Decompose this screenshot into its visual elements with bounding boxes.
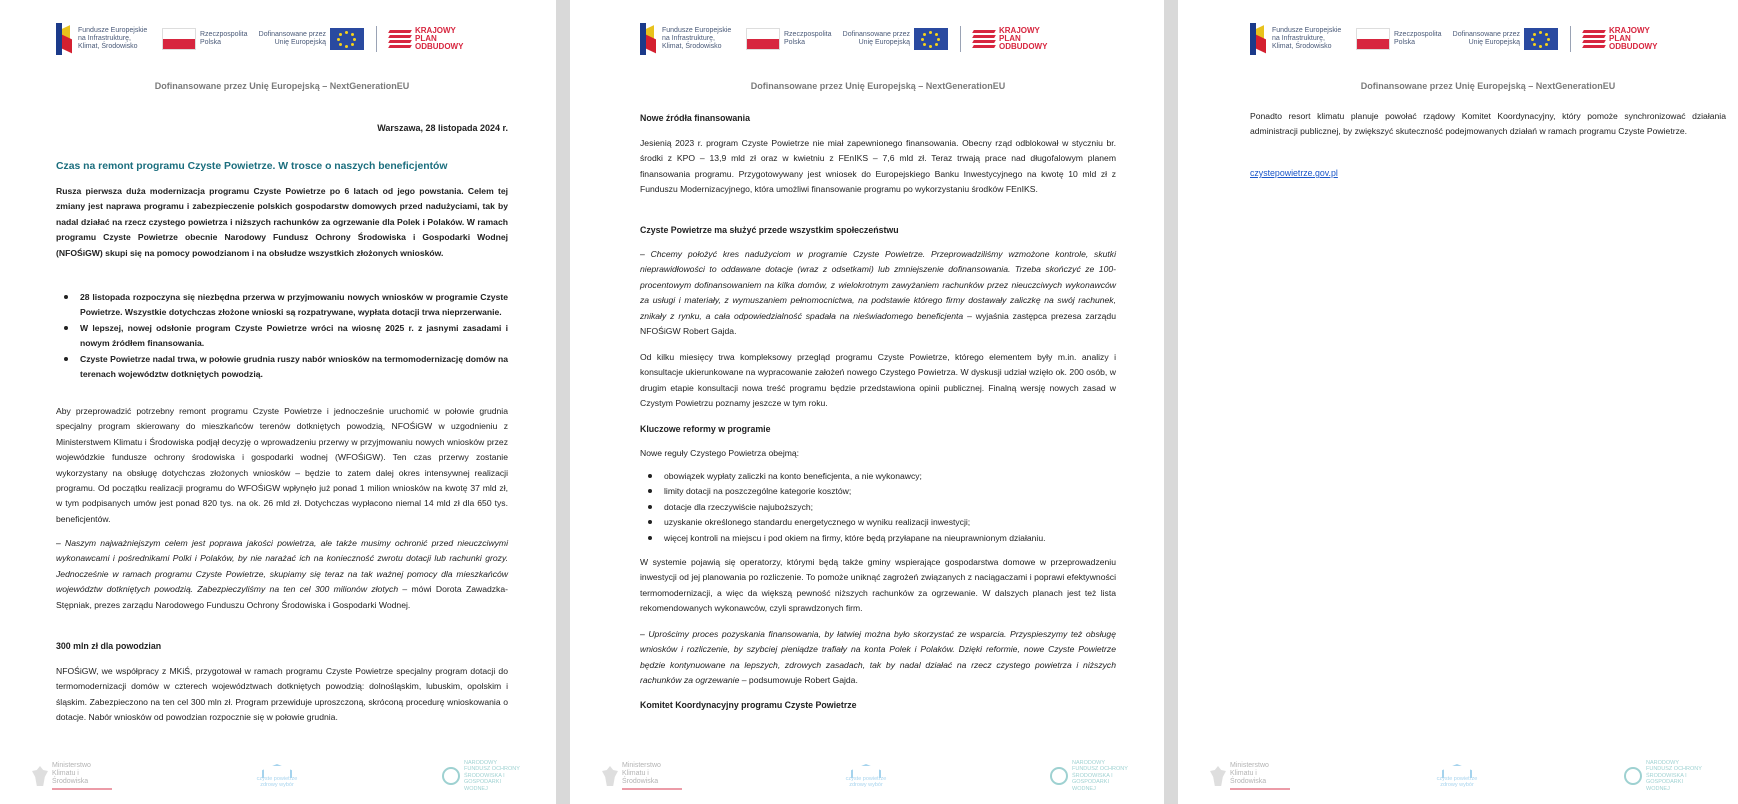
kpo-logo: KRAJOWY PLAN ODBUDOWY xyxy=(1583,26,1661,52)
section-heading: Nowe źródła finansowania xyxy=(640,113,750,123)
footer-logos xyxy=(1210,759,1706,792)
website-link[interactable]: czystepowietrze.gov.pl xyxy=(1250,168,1338,178)
quote-attribution: – mówi Dorota Zawadzka-Stępniak, prezes zarządu Narodowego Funduszu Ochrony Środowiska i Gospodarki Wodnej. xyxy=(56,584,508,610)
section-heading: Kluczowe reformy w programie xyxy=(640,424,771,434)
pl-flag-icon xyxy=(1356,28,1390,50)
list-item: uzyskanie określonego standardu energetycznego w wyniku realizacji inwestycji; xyxy=(640,515,1116,530)
nfosigw-logo: NARODOWY FUNDUSZ OCHRONY ŚRODOWISKA I GOSPODARKI WODNEJ xyxy=(442,760,524,793)
quote-attribution: – wyjaśnia zastępca prezesa zarządu NFOŚiGW Robert Gajda. xyxy=(640,310,1116,337)
body-paragraph: W systemie pojawią się operatorzy, którymi będą także gminy wspierające gospodarstwa domowe w przeprowadzeniu inwestycji od jej planowania po rozliczenie. To pomoże uniknąć zagrożeń związanych z naciągaczami i poprawi efektywności termomodernizacji, a więc da większą pewność niższych rachunków za ogrzewanie. W dalszych planach jest też lista rekomendowanych wykonawców, czyli sprawdzonych firm. xyxy=(640,557,1116,614)
kpo-flag-icon xyxy=(1583,26,1605,52)
kpo-logo: KRAJOWY PLAN ODBUDOWY xyxy=(973,26,1051,52)
section-heading: 300 mln zł dla powodzian xyxy=(56,641,162,651)
ministry-logo: Ministerstwo Klimatu i Środowiska xyxy=(602,762,682,790)
header-logos xyxy=(640,22,1116,56)
fe-logo-icon xyxy=(1250,23,1268,55)
document-page-1 xyxy=(0,0,556,804)
kpo-flag-icon xyxy=(389,26,411,52)
footer-logos xyxy=(602,759,1132,792)
fe-logo-icon xyxy=(56,23,74,55)
pl-logo: Rzeczpospolita Polska xyxy=(1356,28,1440,50)
eu-logo: Dofinansowane przez Unię Europejską xyxy=(1452,28,1558,50)
quote-text: – Naszym najważniejszym celem jest poprawa jakości powietrza, ale także musimy ochronić przed nieuczciwymi wykonawcami i pośrednikami Polki i Polaków, by nie narażać ich na konieczność zwrotu dotacji lub rachunki grozy. Jednocześnie w ramach programu Czyste Powietrze, skupiamy się teraz na tak ważnej pomocy dla mieszkańców województw dotkniętych powodzią. Zabezpieczyliśmy na ten cel 300 milionów złotych xyxy=(56,538,508,595)
ministry-logo: Ministerstwo Klimatu i Środowiska xyxy=(32,762,112,790)
quote-paragraph xyxy=(640,627,1116,689)
quote-paragraph xyxy=(56,536,508,613)
body-paragraph: Ponadto resort klimatu planuje powołać rządowy Komitet Koordynacyjny, który pomoże synchronizować działania administracji publicznej, by zwiększyć skuteczność podejmowanych działań w ramach programu Czyste Powietrze. xyxy=(1250,111,1726,137)
eu-flag-icon xyxy=(330,28,364,50)
funding-caption: Dofinansowane przez Unię Europejską – NextGenerationEU xyxy=(1360,81,1616,91)
list-item: 28 listopada rozpoczyna się niezbędna przerwa w przyjmowaniu nowych wniosków w programie Czyste Powietrze. Wszystkie dotychczas złożone wnioski są rozpatrywane, wypłata dotacji trwa nieprzerwanie. xyxy=(56,290,508,321)
reforms-list xyxy=(640,469,1116,546)
quote-attribution: – podsumowuje Robert Gajda. xyxy=(739,675,858,686)
fund-emblem-icon xyxy=(1624,767,1642,785)
footer-logos xyxy=(32,759,524,792)
key-points-list xyxy=(56,290,508,382)
list-item: obowiązek wypłaty zaliczki na konto beneficjenta, a nie wykonawcy; xyxy=(640,469,1116,484)
fe-logo-icon xyxy=(640,23,658,55)
body-paragraph: Nowe reguły Czystego Powietrza obejmą: xyxy=(640,448,800,458)
nfosigw-logo: NARODOWY FUNDUSZ OCHRONY ŚRODOWISKA I GOSPODARKI WODNEJ xyxy=(1050,760,1132,793)
eagle-icon xyxy=(1210,766,1226,786)
pl-logo: Rzeczpospolita Polska xyxy=(162,28,246,50)
document-title: Czas na remont programu Czyste Powietrze. W trosce o naszych beneficjentów xyxy=(56,161,448,172)
document-page-2 xyxy=(570,0,1164,804)
kpo-logo: KRAJOWY PLAN ODBUDOWY xyxy=(389,26,467,52)
clean-air-logo: czyste powietrze zdrowy wybór xyxy=(1428,764,1486,788)
quote-paragraph xyxy=(640,247,1116,339)
pl-flag-icon xyxy=(746,28,780,50)
logo-divider xyxy=(376,26,377,52)
quote-text: – Chcemy położyć kres nadużyciom w programie Czyste Powietrze. Przeprowadziliśmy wzmożone kontrole, skutki nieprawidłowości to oddawane dotacje (wraz z odsetkami) lub zmniejszenie dofinansowania. Trzeba skończyć ze 100-procentowym dofinansowaniem na kilka domów, z wielokrotnym zawyżaniem rachunków przez nieuczciwych wykonawców za usługi i materiały, z wymuszaniem pełnomocnictwa, na podstawie którego firmy dostawały zaliczkę na swój rachunek, znikały z rynku, a cała odpowiedzialność spadała na nieświadomego beneficjenta xyxy=(640,249,1116,321)
eu-logo: Dofinansowane przez Unię Europejską xyxy=(842,28,948,50)
body-paragraph: Od kilku miesięcy trwa kompleksowy przegląd programu Czyste Powietrze, którego elementem były m.in. analizy i konsultacje ukierunkowane na wypracowanie założeń nowego Czystego Powietrza. W dyskusji udział wzięło ok. 200 osób, w drugim etapie konsultacji nowa treść programu będzie przedstawiona opinii publicznej. Finalną wersję nowych zasad w Czystym Powietrzu poznamy jeszcze w tym roku. xyxy=(640,352,1116,409)
quote-text: – Uprościmy proces pozyskania finansowania, by łatwiej można było skorzystać ze wsparcia. Przyspieszymy też obsługę wniosków i rozliczenie, by szybciej pieniądze trafiały na konta Polek i Polaków. Dzięki reformie, nowe Czyste Powietrze będzie kontynuowane na lepszych, zdrowych zasadach, tak by nadal działać na rzecz czystego powietrza i niższych rachunków za ogrzewanie xyxy=(640,629,1116,686)
header-logos xyxy=(56,22,508,56)
logo-divider xyxy=(1570,26,1571,52)
list-item: W lepszej, nowej odsłonie program Czyste Powietrze wróci na wiosnę 2025 r. z jasnymi zasadami i nowym źródłem finansowania. xyxy=(56,321,508,352)
funding-caption: Dofinansowane przez Unię Europejską – NextGenerationEU xyxy=(154,81,410,91)
nfosigw-logo: NARODOWY FUNDUSZ OCHRONY ŚRODOWISKA I GOSPODARKI WODNEJ xyxy=(1624,760,1706,793)
fund-emblem-icon xyxy=(442,767,460,785)
lead-paragraph: Rusza pierwsza duża modernizacja programu Czyste Powietrze po 6 latach od jego powstania. Celem tej zmiany jest naprawa programu i zabezpieczenie polskich gospodarstw domowych przed nadużyciami, tak by nadal działać na rzecz czystego powietrza i niższych rachunków za ogrzewanie dla Polek i Polaków. W ramach programu Czyste Powietrze obecnie Narodowy Fundusz Ochrony Środowiska i Gospodarki Wodnej (NFOŚiGW) skupi się na pomocy powodzianom i na obsłudze wszystkich złożonych wniosków. xyxy=(56,186,508,258)
kpo-flag-icon xyxy=(973,26,995,52)
fe-logo: Fundusze Europejskie na Infrastrukturę, Klimat, Środowisko xyxy=(640,23,734,55)
fund-emblem-icon xyxy=(1050,767,1068,785)
list-item: dotacje dla rzeczywiście najuboższych; xyxy=(640,500,1116,515)
fe-logo: Fundusze Europejskie na Infrastrukturę, Klimat, Środowisko xyxy=(56,23,150,55)
list-item: Czyste Powietrze nadal trwa, w połowie grudnia ruszy nabór wniosków na termomodernizację domów na terenach województw dotkniętych powodzią. xyxy=(56,352,508,383)
funding-caption: Dofinansowane przez Unię Europejską – NextGenerationEU xyxy=(750,81,1006,91)
eagle-icon xyxy=(32,766,48,786)
list-item: limity dotacji na poszczególne kategorie kosztów; xyxy=(640,484,1116,499)
pl-logo: Rzeczpospolita Polska xyxy=(746,28,830,50)
eu-logo: Dofinansowane przez Unię Europejską xyxy=(258,28,364,50)
eu-flag-icon xyxy=(1524,28,1558,50)
logo-divider xyxy=(960,26,961,52)
body-paragraph: NFOŚiGW, we współpracy z MKiŚ, przygotował w ramach programu Czyste Powietrze specjalny program dotacji do termomodernizacji domów w czterech województwach dotkniętych powodzią: dolnośląskim, lubuskim, opolskim i śląskim. Zabezpieczono na ten cel 300 mln zł. Program przewiduje uproszczoną, skróconą procedurę wnioskowania o dotacje. Nabór wniosków od powodzian rozpocznie się w połowie grudnia. xyxy=(56,666,508,723)
pl-flag-icon xyxy=(162,28,196,50)
eagle-icon xyxy=(602,766,618,786)
fe-logo: Fundusze Europejskie na Infrastrukturę, Klimat, Środowisko xyxy=(1250,23,1344,55)
clean-air-logo: czyste powietrze zdrowy wybór xyxy=(837,764,895,788)
body-paragraph: Jesienią 2023 r. program Czyste Powietrze nie miał zapewnionego finansowania. Obecny rząd odblokował w styczniu br. środki z KPO – 13,9 mld zł oraz w kwietniu z FEnIKS – 7,6 mld zł. Teraz trwają prace nad długofalowym planem finansowania programu. Przygotowywany jest wniosek do Europejskiego Banku Inwestycyjnego na kwotę 10 mld zł z Funduszu Modernizacyjnego, która umożliwi finansowanie programu po wykorzystaniu środków FEnIKS. xyxy=(640,138,1116,195)
eu-flag-icon xyxy=(914,28,948,50)
document-date: Warszawa, 28 listopada 2024 r. xyxy=(377,123,508,133)
ministry-logo: Ministerstwo Klimatu i Środowiska xyxy=(1210,762,1290,790)
clean-air-logo: czyste powietrze zdrowy wybór xyxy=(248,764,306,788)
body-paragraph: Aby przeprowadzić potrzebny remont programu Czyste Powietrze i jednocześnie uruchomić w połowie grudnia specjalny program skierowany do mieszkańców terenów dotkniętych powodzią, NFOŚiGW w uzgodnieniu z Ministerstwem Klimatu i Środowiska podjął decyzję o wprowadzeniu przerwy w przyjmowaniu nowych wniosków przez wojewódzkie fundusze ochrony środowiska i gospodarki wodnej (WFOŚiGW). Ten czas przerwy zostanie wykorzystany na obsługę dotychczas złożonych wniosków – będzie to zatem dalej okres intensywnej realizacji programu. Od początku realizacji programu do WFOŚiGW wpłynęło już ponad 1 milion wniosków na kwotę 37 mld zł, w tym podpisanych umów jest ponad 820 tys. na ok. 26 mld zł. Dotychczas wypłacono niemal 14 mld zł dla 650 tys. beneficjentów. xyxy=(56,406,508,524)
document-page-3 xyxy=(1178,0,1738,804)
section-heading: Komitet Koordynacyjny programu Czyste Powietrze xyxy=(640,700,857,710)
list-item: więcej kontroli na miejscu i pod okiem na firmy, które będą przyłapane na nieuprawnionym działaniu. xyxy=(640,531,1116,546)
header-logos xyxy=(1250,22,1726,56)
section-heading: Czyste Powietrze ma służyć przede wszystkim społeczeństwu xyxy=(640,225,899,235)
